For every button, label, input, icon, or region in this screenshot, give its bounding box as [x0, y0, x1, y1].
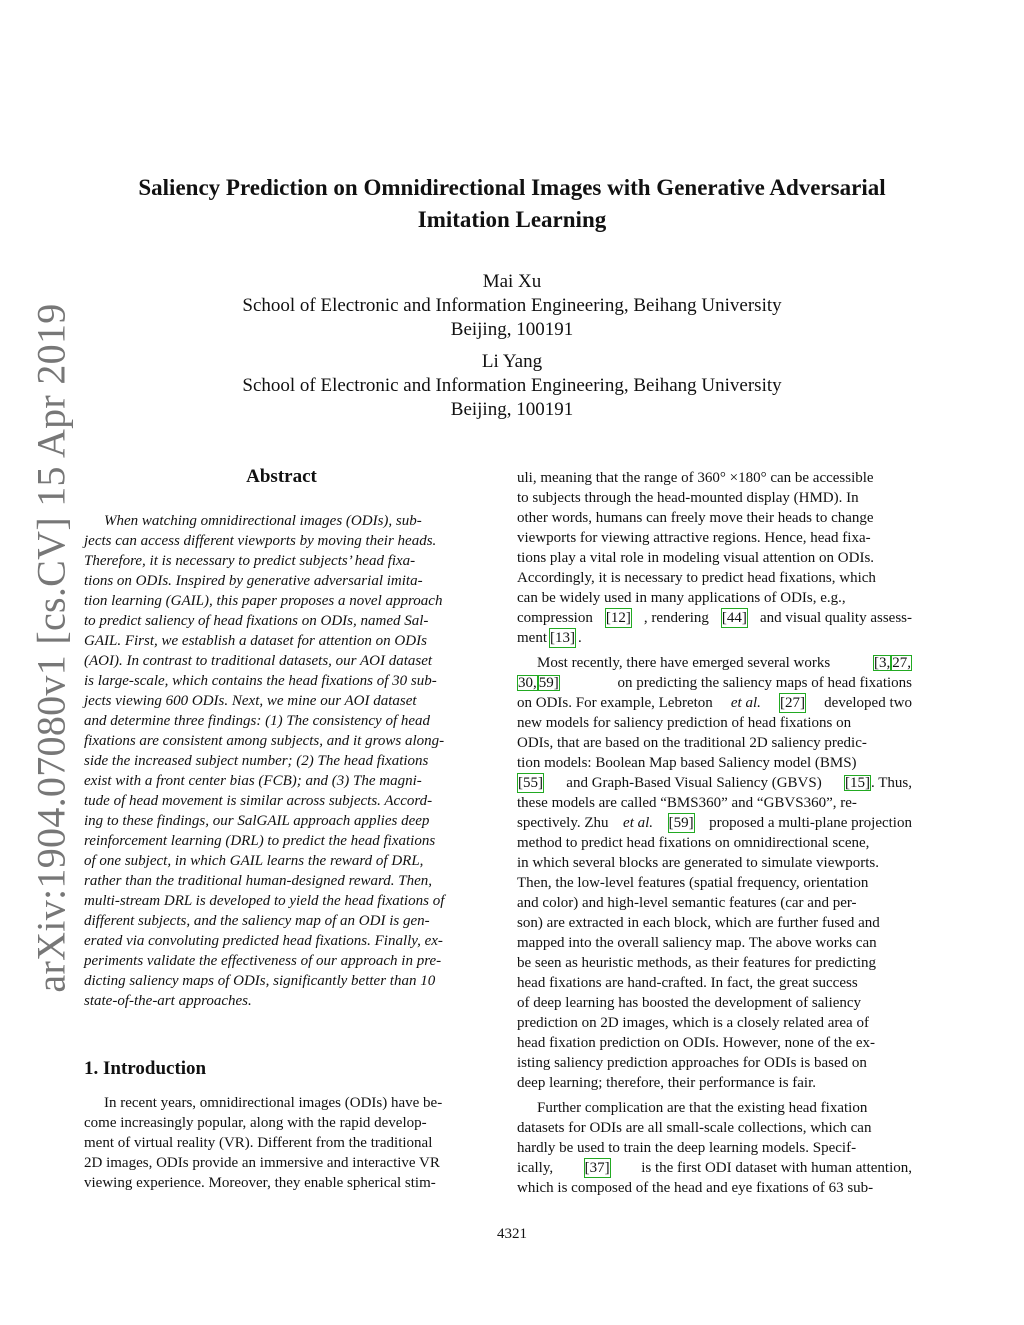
text-line: head fixations are hand-crafted. In fact, the great success [517, 975, 858, 991]
text-line: reinforcement learning (DRL) to predict the head fixations [84, 833, 436, 849]
text-line: isting saliency prediction approaches for ODIs is based on [517, 1055, 867, 1071]
author-block [112, 270, 912, 342]
text-line: is large-scale, which contains the head fixations of 30 sub- [84, 673, 437, 689]
text-line: to subjects through the head-mounted display (HMD). In [517, 490, 859, 506]
citation-link[interactable]: [37] [584, 1160, 610, 1176]
title-line: Saliency Prediction on Omnidirectional Images with Generative Adversarial [138, 175, 886, 200]
text-line: spectively. Zhu et al. [59] proposed a multi-plane projection [517, 815, 912, 831]
citation-link[interactable]: [44] [721, 610, 747, 626]
page-number: 4321 [497, 1226, 527, 1242]
citation-link[interactable]: [27] [779, 695, 805, 711]
author-affiliation: School of Electronic and Information Engineering, Beihang University [242, 375, 782, 396]
text-line: Most recently, there have emerged several works [3, 27, [537, 655, 911, 671]
text-line: side the increased subject number; (2) The head fixations [84, 753, 429, 769]
text-line: deep learning; therefore, their performance is fair. [517, 1075, 817, 1091]
text-line: GAIL. First, we establish a dataset for attention on ODIs [84, 633, 427, 649]
text-line: of deep learning has boosted the development of saliency [517, 995, 862, 1011]
text-line: dicting saliency maps of ODIs, significantly better than 10 [84, 973, 436, 989]
text-line: and determine three findings: (1) The consistency of head [84, 713, 431, 729]
text-line: Therefore, it is necessary to predict subjects’ head fixa- [84, 553, 416, 569]
author-name: Li Yang [481, 351, 543, 372]
text-line: of one subject, in which GAIL learns the reward of DRL, [84, 853, 424, 869]
text-line: prediction on 2D images, which is a closely related area of [517, 1015, 869, 1031]
text-line: state-of-the-art approaches. [84, 993, 252, 1009]
citation-link[interactable]: [12] [605, 610, 631, 626]
text-line: jects can access different viewports by moving their heads. [84, 533, 437, 549]
arxiv-stamp-text: arXiv:1904.07080v1 [cs.CV] 15 Apr 2019 [28, 303, 74, 993]
text-line: ing to these findings, our SalGAIL approach applies deep [84, 813, 430, 829]
citation-link[interactable]: 59] [538, 675, 559, 691]
text-line: son) are extracted in each block, which are further fused and [517, 915, 880, 931]
text-line: [55] and Graph-Based Visual Saliency (GBVS) [15]. Thus, [518, 775, 912, 791]
citation-link[interactable]: [55] [518, 775, 543, 791]
text-line: (AOI). In contrast to traditional datasets, our AOI dataset [84, 653, 433, 669]
citation-link[interactable]: [3, [874, 655, 891, 671]
text-line: exist with a front center bias (FCB); and (3) The magni- [84, 773, 422, 789]
text-line: jects viewing 600 ODIs. Next, we mine our AOI dataset [84, 693, 417, 709]
text-line: tion learning (GAIL), this paper proposes a novel approach [84, 593, 443, 609]
text-line: new models for saliency prediction of head fixations on [517, 715, 852, 731]
author-location: Beijing, 100191 [450, 399, 574, 420]
text-line: 2D images, ODIs provide an immersive and interactive VR [84, 1155, 440, 1171]
text-line: be seen as heuristic methods, as their features for predicting [517, 955, 877, 971]
text-line: and color) and high-level semantic features (car and per- [517, 895, 857, 911]
text-line: viewing experience. Moreover, they enable spherical stim- [84, 1175, 436, 1191]
author-name: Mai Xu [482, 271, 542, 292]
text-line: come increasingly popular, along with the rapid develop- [84, 1115, 427, 1131]
text-line: tions play a vital role in modeling visual attention on ODIs. [517, 550, 875, 566]
text-line: can be widely used in many applications of ODIs, e.g., [517, 590, 846, 606]
text-line: ment [13] . [517, 630, 582, 646]
text-line: tions on ODIs. Inspired by generative adversarial imita- [84, 573, 423, 589]
introduction-body [84, 1093, 479, 1193]
text-line: In recent years, omnidirectional images (ODIs) have be- [104, 1095, 443, 1111]
text-line: mapped into the overall saliency map. The above works can [517, 935, 877, 951]
author-block [112, 350, 912, 422]
citation-link[interactable]: [15] [845, 775, 871, 791]
text-line: ically, [37] is the first ODI dataset with human attention, [517, 1160, 912, 1176]
text-line: which is composed of the head and eye fixations of 63 sub- [517, 1180, 874, 1196]
text-line: When watching omnidirectional images (ODIs), sub- [104, 513, 422, 529]
text-line: compression [12] , rendering [44] and visual quality assess- [517, 610, 912, 626]
author-location: Beijing, 100191 [450, 319, 574, 340]
text-line: Accordingly, it is necessary to predict head fixations, which [517, 570, 876, 586]
text-line: Then, the low-level features (spatial frequency, orientation [517, 875, 869, 891]
text-line: hardly be used to train the deep learning models. Specif- [517, 1140, 857, 1156]
text-line: head fixation prediction on ODIs. However, none of the ex- [517, 1035, 876, 1051]
text-line: these models are called “BMS360” and “GBVS360”, re- [517, 795, 857, 811]
text-line: different subjects, and the saliency map of an ODI is gen- [84, 913, 430, 929]
paper-title [90, 172, 934, 236]
text-line: erated via convoluting predicted head fixations. Finally, ex- [84, 933, 443, 949]
citation-link[interactable]: [59] [668, 815, 694, 831]
text-line: ODIs, that are based on the traditional 2D saliency predic- [517, 735, 867, 751]
text-line: other words, humans can freely move their heads to change [517, 510, 874, 526]
text-line: on ODIs. For example, Lebreton et al. [27] developed two [517, 695, 912, 711]
right-column [517, 468, 912, 1198]
text-line: tude of head movement is similar across subjects. Accord- [84, 793, 433, 809]
title-line: Imitation Learning [417, 207, 607, 232]
text-line: tion models: Boolean Map based Saliency model (BMS) [517, 755, 857, 771]
abstract-body [84, 511, 479, 1011]
section-heading: 1. Introduction [84, 1058, 207, 1079]
abstract-heading: Abstract [246, 466, 317, 487]
author-affiliation: School of Electronic and Information Engineering, Beihang University [242, 295, 782, 316]
text-line: rather than the traditional human-designed reward. Then, [84, 873, 433, 889]
text-line: periments validate the effectiveness of our approach in pre- [84, 953, 442, 969]
text-line: viewports for viewing attractive regions. Hence, head fixa- [517, 530, 871, 546]
text-line: fixations are consistent among subjects, and it grows along- [84, 733, 445, 749]
text-line: method to predict head fixations on omnidirectional scene, [517, 835, 870, 851]
text-line: 30, 59] on predicting the saliency maps of head fixations [518, 675, 912, 691]
citation-link[interactable]: 30, [518, 675, 537, 691]
text-line: to predict saliency of head fixations on ODIs, named Sal- [84, 613, 429, 629]
text-line: multi-stream DRL is developed to yield the head fixations of [84, 893, 445, 909]
text-line: Further complication are that the existing head fixation [537, 1100, 868, 1116]
text-line: datasets for ODIs are all small-scale collections, which can [517, 1120, 872, 1136]
text-line: uli, meaning that the range of 360° ×180° can be accessible [517, 470, 874, 486]
citation-link[interactable]: 27, [892, 655, 911, 671]
text-line: ment of virtual reality (VR). Different from the traditional [84, 1135, 433, 1151]
text-line: in which several blocks are generated to simulate viewports. [517, 855, 879, 871]
citation-link[interactable]: [13] [550, 630, 575, 646]
